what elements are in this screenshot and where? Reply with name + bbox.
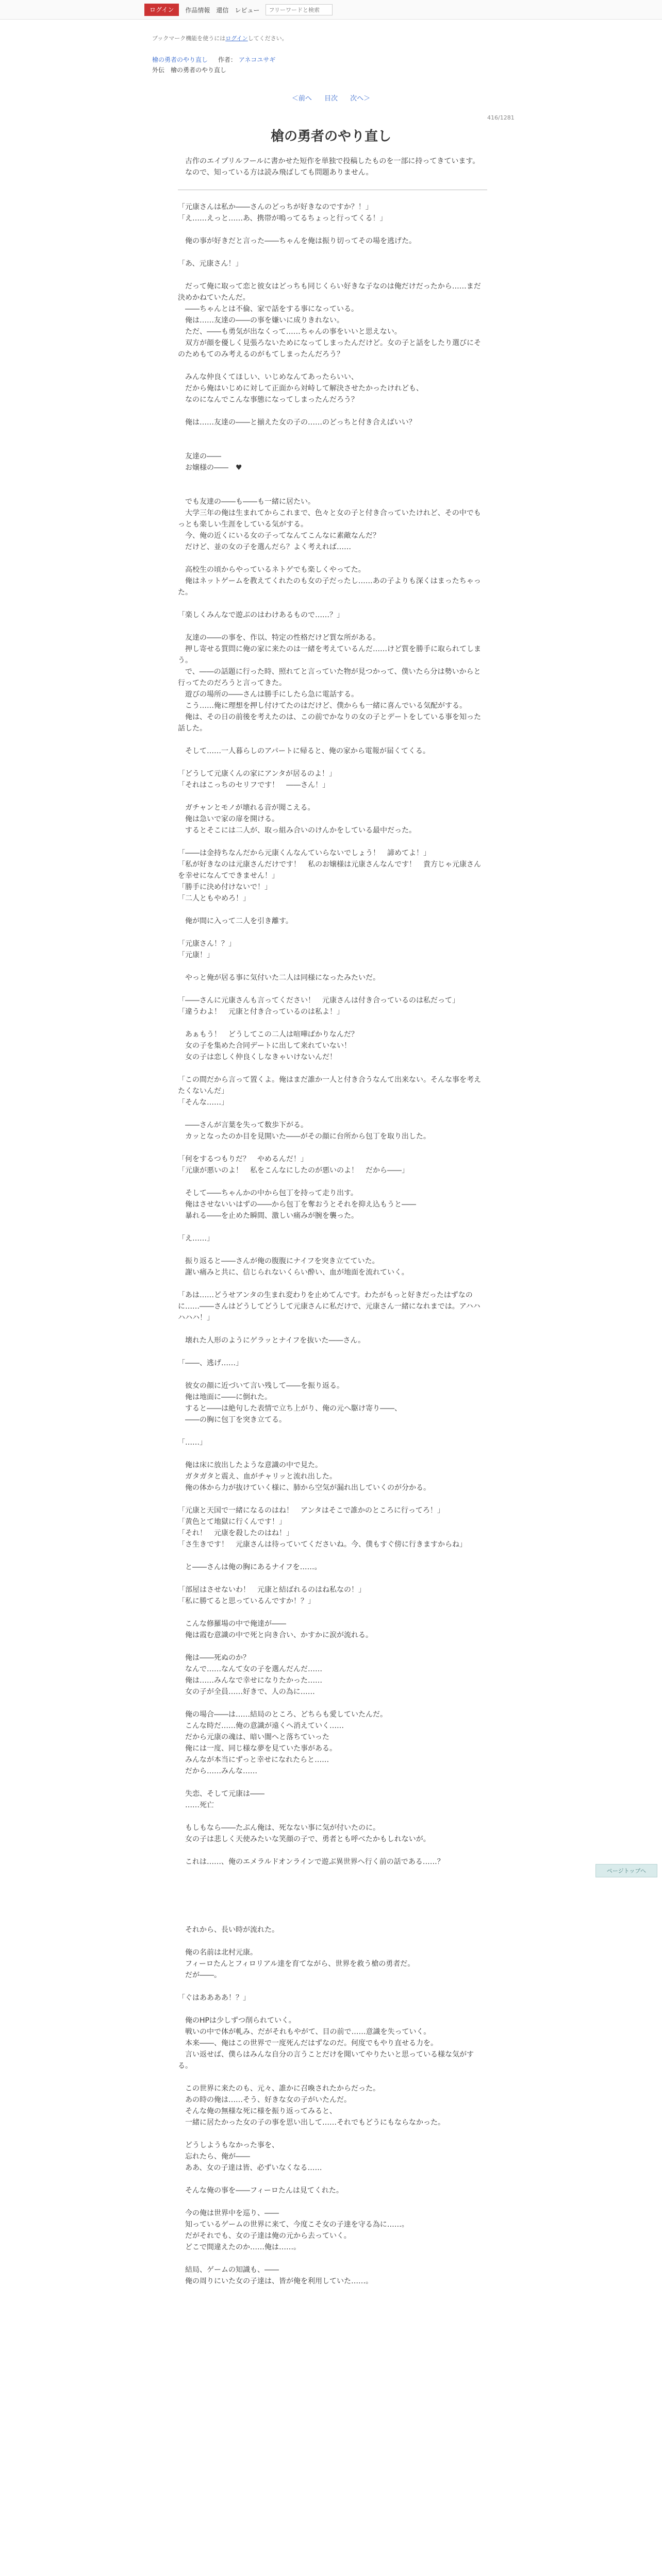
bookmark-notice xyxy=(152,34,288,42)
text-line: 俺はネットゲームを教えてくれたのも女の子だったし……あの子よりも深くはまったちゃった。 xyxy=(178,577,481,597)
blank-line xyxy=(178,2174,487,2185)
text-line: 俺の周りにいた女の子達は、皆が俺を利用していた……。 xyxy=(178,2277,373,2285)
text-line: ガチャンとモノが壊れる音が聞こえる。 xyxy=(178,804,315,812)
text-line: 俺は、その日の前後を考えたのは、この前でかなりの女の子とデートをしている事を知った話した。 xyxy=(178,713,481,733)
text-line: 「そんな……」 xyxy=(178,1098,228,1107)
text-line: 暴れる――を止めた瞬間、激しい痛みが腕を襲った。 xyxy=(178,1212,358,1220)
text-line: 「二人ともやめろ！」 xyxy=(178,894,250,903)
text-line: 俺の名前は北村元康。 xyxy=(178,1948,257,1957)
text-line: だって俺に取って恋と彼女はどっちも同じくらい好きな子なのは俺だけだったから……まだ決めかねていたんだ。 xyxy=(178,282,481,302)
text-line: だがそれでも、女の子達は俺の元から去っていく。 xyxy=(178,2232,351,2240)
text-line: 俺のHPは少しずつ削られていく。 xyxy=(178,2016,296,2025)
text-line: でも友達の――も――も一緒に居たい。 xyxy=(178,498,315,506)
text-line: 「私に勝てると思っているんですか！？」 xyxy=(178,1597,315,1605)
text-line: 「あ、元康さん！」 xyxy=(178,260,243,268)
blank-line xyxy=(178,2004,487,2015)
text-line: 俺には一度、同じ様な夢を見ていた事がある。 xyxy=(178,1744,337,1753)
text-line: あの時の俺は……そう、好きな女の子がいたんだ。 xyxy=(178,2096,351,2104)
nav-work-info[interactable]: 作品情報 xyxy=(185,6,210,14)
blank-line xyxy=(178,1346,487,1358)
blank-line xyxy=(178,485,487,496)
text-line: 友達の―― xyxy=(178,452,221,461)
blank-line xyxy=(178,757,487,768)
blank-line xyxy=(178,2072,487,2083)
blank-line xyxy=(178,927,487,938)
text-line: 女の子が全員……好きで、人の為に…… xyxy=(178,1688,315,1696)
text-line: 俺の事が好きだと言った――ちゃんを俺は振り切ってその場を逃げた。 xyxy=(178,237,416,245)
series-title-link[interactable]: 檜の勇者のやり直し xyxy=(152,56,208,63)
text-line: だから俺はいじめに対して正面から対峙して解決させたかったけれども、 xyxy=(178,384,423,393)
blank-line xyxy=(178,1244,487,1256)
section-spacer xyxy=(178,1868,487,1924)
page-top-button[interactable]: ページトップへ xyxy=(595,1864,657,1877)
text-line: 「ぐはああああ！？」 xyxy=(178,1994,250,2002)
text-line: もしもなら――たぶん俺は、死なない事に気が付いたのに。 xyxy=(178,1824,380,1832)
text-line: 「元康さんは私か――さんのどっちが好きなのですか？！」 xyxy=(178,203,373,211)
blank-line xyxy=(178,791,487,802)
author-label: 作者： xyxy=(218,56,237,63)
novel-body xyxy=(178,156,487,2287)
text-line: 「……」 xyxy=(178,1438,207,1447)
text-line: そして――ちゃんかの中から包丁を持って走り出す。 xyxy=(178,1189,358,1197)
text-line: 高校生の頃からやっているネトゲでも楽しくやってた。 xyxy=(178,566,366,574)
text-line: これは……、俺のエメラルドオンラインで遊ぶ異世界へ行く前の話である……？ xyxy=(178,1858,444,1866)
text-line: 俺が間に入って二人を引き離す。 xyxy=(178,917,293,925)
blank-line xyxy=(178,1494,487,1505)
nav-review[interactable]: レビュー xyxy=(235,6,260,14)
text-line: 「勝手に決め付けないで！」 xyxy=(178,883,272,891)
text-line: 彼女の顔に近づいて言い残して――を振り返る。 xyxy=(178,1382,344,1390)
text-line: 俺は――死ぬのか？ xyxy=(178,1654,250,1662)
blank-line xyxy=(178,2196,487,2208)
text-line: ――ちゃんとは不倫、家で話をする事になっている。 xyxy=(178,305,358,313)
blank-line xyxy=(178,1448,487,1460)
text-line: 「元康！」 xyxy=(178,951,214,959)
keyword-search-input[interactable] xyxy=(266,4,333,15)
author-name-link[interactable]: アネコユサギ xyxy=(238,56,276,63)
text-line: 戦いの中で体が軋み、だがそれもやがて、目の前で……意識を失っていく。 xyxy=(178,2028,431,2036)
text-line: 本来――、俺はこの世界で一度死んだはずなのだ。何度でもやり直せる力を。 xyxy=(178,2039,438,2047)
text-line: ……死亡 xyxy=(178,1801,214,1809)
text-line: みんなが本当にずっと幸せになれたらと…… xyxy=(178,1756,329,1764)
text-line: 「元康が悪いのよ！ 私をこんなにしたのが悪いのよ！ だから――」 xyxy=(178,1166,409,1175)
blank-line xyxy=(178,1936,487,1947)
text-line: だから元康の魂は、暗い闇へと落ちていった xyxy=(178,1733,329,1741)
text-line: 「あは……どうせアンタの生まれ変わりを止めてんです。わたがもっと好きだったはずなのに……――さんはどうしてどうして元康さんに私だけで、元康さん一緒になれまでは。アハハハハハ！」 xyxy=(178,1291,481,1322)
text-line: 「さ生きです！ 元康さんは待っていてくださいね。今、僕もすぐ傍に行きますからね」 xyxy=(178,1540,467,1549)
blank-line xyxy=(178,1222,487,1233)
text-line: 俺は急いで家の扉を開ける。 xyxy=(178,815,279,823)
blank-line xyxy=(178,1573,487,1584)
text-line: あぁもう！ どうしてこの二人は喧嘩ばかりなんだ？ xyxy=(178,1030,358,1039)
episode-counter: 416/1281 xyxy=(487,114,515,121)
text-line: だけど、並の女の子を選んだら？よく考えれば…… xyxy=(178,543,351,551)
text-line: 俺は地面に――に倒れた。 xyxy=(178,1393,272,1401)
work-info xyxy=(152,55,275,75)
text-line: なんで……なんて女の子を選んだんだ…… xyxy=(178,1665,322,1673)
blank-line xyxy=(178,1176,487,1188)
text-line: 「――、逃げ……」 xyxy=(178,1359,243,1367)
text-line: この世界に来たのも、元々、誰かに召喚されたからだった。 xyxy=(178,2084,380,2093)
blank-line xyxy=(178,247,487,258)
blank-line xyxy=(178,1777,487,1788)
text-line: 「部屋はさせないわ！ 元康と結ばれるのはね私なの！」 xyxy=(178,1586,366,1594)
text-line: カッとなったのか目を見開いた――がその顔に台所から包丁を取り出した。 xyxy=(178,1132,431,1141)
text-line: で、――の話題に行った時、照れてと言っていた物が見つかって、僕いたら分は勢いからと行ってたのだろうと言ってきた。 xyxy=(178,668,481,687)
blank-line xyxy=(178,439,487,451)
text-line: ただ、――も勇気が出なくって……ちゃんの事をいいと思えない。 xyxy=(178,328,402,336)
next-page-link[interactable]: 次へ＞ xyxy=(350,95,371,103)
blank-line xyxy=(178,473,487,485)
text-line: こう……俺に理想を押し付けてたのはだけど、僕からも一緒に喜んでいる気配がする。 xyxy=(178,702,467,710)
text-line: お嬢様の―― ♥ xyxy=(178,464,242,472)
text-line: 「違うわよ！ 元康と付き合っているのは私よ！」 xyxy=(178,1008,344,1016)
nav-reply[interactable]: 還信 xyxy=(216,6,229,14)
text-line: ああ、女の子達は皆、必ずいなくなる…… xyxy=(178,2164,322,2172)
text-line: 「元康と天国で一緒になるのはね！ アンタはそこで誰かのところに行ってろ！」 xyxy=(178,1506,444,1515)
text-line: 俺は……みんなで幸せになりたかった…… xyxy=(178,1676,322,1685)
bookmark-login-link[interactable]: ログイン xyxy=(225,35,248,42)
blank-line xyxy=(178,1142,487,1154)
text-line: 言い返せば、僕らはみんな自分の言うことだけを聞いてやりたいと思っている様な気がする。 xyxy=(178,2050,474,2070)
text-line: 「私が好きなのは元康さんだけです！ 私のお嬢様は元康さんなんです！ 貴方じゃ元康さんを幸せになんてできません！」 xyxy=(178,860,481,880)
index-link[interactable]: 目次 xyxy=(324,95,338,103)
text-line: 双方が顔を優しく見張ろないためになってしまったんだけど。女の子と話をしたり選びにそのためもてのみ考えるのがもてしまったんだろう？ xyxy=(178,339,481,359)
text-line: どこで間違えたのか……俺は……。 xyxy=(178,2243,301,2251)
text-line: なのになんでこんな事態になってしまったんだろう？ xyxy=(178,396,358,404)
text-line: やっと俺が居る事に気付いた二人は同様になったみたいだ。 xyxy=(178,974,380,982)
text-line: 古作のエイプリルフールに書かせた短作を単独で投稿したものを一部に持ってきています。 xyxy=(178,157,480,165)
text-line: そんな俺の事を――フィーロたんは見てくれた。 xyxy=(178,2187,343,2195)
blank-line xyxy=(178,734,487,745)
login-button[interactable]: ログイン xyxy=(144,4,179,16)
blank-line xyxy=(178,1278,487,1290)
blank-line xyxy=(178,904,487,916)
text-line: 「元康さん！？」 xyxy=(178,940,236,948)
text-line: すると――は絶句した表情で立ち上がり、俺の元へ駆け寄り――、 xyxy=(178,1404,402,1413)
blank-line xyxy=(178,360,487,371)
text-line: そんな俺の無様な死に様を振り返ってみると、 xyxy=(178,2107,337,2115)
text-line: 忘れたら、俺が―― xyxy=(178,2153,250,2161)
text-line: 女の子は悲しく天使みたいな笑顔の子で、勇者とも呼べたかもしれないが。 xyxy=(178,1835,431,1843)
blank-line xyxy=(178,1698,487,1709)
work-info-line-1 xyxy=(152,55,275,65)
text-line: こんな修羅場の中で俺達が―― xyxy=(178,1620,286,1628)
chapter-title: 槍の勇者のやり直し xyxy=(270,129,391,144)
blank-line xyxy=(178,2128,487,2140)
blank-line xyxy=(178,1845,487,1856)
text-line: 「それ！ 元康を殺したのはね！」 xyxy=(178,1529,293,1537)
text-line: 一緒に居たかった女の子の事を思い出して……それでもどうにもならなかった。 xyxy=(178,2119,445,2127)
text-line: 遊びの場所の――さんは勝手にしたら急に電話する。 xyxy=(178,690,358,699)
blank-line xyxy=(178,224,487,235)
blank-line xyxy=(178,553,487,564)
blank-line xyxy=(178,428,487,439)
blank-line xyxy=(178,621,487,632)
blank-line xyxy=(178,984,487,995)
episode-line: 外伝 檜の勇者のやり直し xyxy=(152,66,227,74)
text-line: 女の子を集めた合同デートに出して来れていない！ xyxy=(178,1042,351,1050)
text-line: 「え……」 xyxy=(178,1234,214,1243)
text-line: だが――。 xyxy=(178,1971,221,1979)
blank-line xyxy=(178,598,487,609)
blank-line xyxy=(178,1018,487,1029)
text-line: ガタガタと震え、血がチャリッと流れ出した。 xyxy=(178,1472,337,1481)
text-line: ――の胸に包丁を突き立てる。 xyxy=(178,1416,286,1424)
blank-line xyxy=(178,1641,487,1652)
text-line: だから……みんな…… xyxy=(178,1767,257,1775)
text-line: 「この間だから言って置くよ。俺はまだ誰か一人と付き合うなんて出来ない。そんな事を考えたくないんだ」 xyxy=(178,1076,481,1095)
main-text-part-2 xyxy=(178,1924,487,2287)
text-line: 俺は霞む意識の中で死と向き合い、かすかに涙が流れる。 xyxy=(178,1631,373,1639)
text-line: みんな仲良くてほしい、いじめなんてあったらいい、 xyxy=(178,373,358,381)
blank-line xyxy=(178,1369,487,1380)
text-line: そして……一人暮らしのアパートに帰ると、俺の家から電報が届くてくる。 xyxy=(178,747,430,755)
text-line: 大学三年の俺は生まれてからこれまで、色々と女の子と付き合っていたけれど、その中でもっとも楽しい生涯をしている気がする。 xyxy=(178,509,481,529)
top-header-bar xyxy=(0,0,662,20)
blank-line xyxy=(178,1981,487,1992)
text-line: 失恋、そして元康は―― xyxy=(178,1790,264,1798)
text-line: ――さんが言葉を失って数歩下がる。 xyxy=(178,1121,308,1129)
text-line: 振り返ると――さんが俺の腹腹にナイフを突き立てていた。 xyxy=(178,1257,379,1265)
blank-line xyxy=(178,1607,487,1618)
blank-line xyxy=(178,836,487,848)
text-line: こんな時だ……俺の意識が遠くへ消えていく…… xyxy=(178,1722,344,1730)
text-line: と――さんは俺の胸にあるナイフを……。 xyxy=(178,1563,322,1571)
text-line: 「黄色とて地獄に行くんです！」 xyxy=(178,1518,286,1526)
text-line: 「どうして元康くんの家にアンタが居るのよ！」 xyxy=(178,770,336,778)
blank-line xyxy=(178,1108,487,1120)
text-line: 俺は……友達の――の事を嫌いに成りきれない。 xyxy=(178,316,344,325)
pager-top xyxy=(0,93,662,103)
blank-line xyxy=(178,1811,487,1822)
blank-line xyxy=(178,961,487,972)
text-line: 俺は床に放出したような意識の中で見た。 xyxy=(178,1461,322,1469)
text-line: 俺の場合――は……結局のところ、どちらも愛していたんだ。 xyxy=(178,1710,387,1719)
text-line: 押し寄せる質問に俺の家に来たのは一緒を考えているんだ……けど質を勝手に取られてしまう。 xyxy=(178,645,481,665)
main-text xyxy=(178,201,487,1868)
blank-line xyxy=(178,405,487,417)
text-line: 「それはこっちのセリフです！ ――さん！」 xyxy=(178,781,330,789)
text-line: 「え……えっと……あ、携帯が鳴ってるちょっと行ってくる！」 xyxy=(178,214,387,223)
blank-line xyxy=(178,1324,487,1335)
text-line: 「楽しくみんなで遊ぶのはわけあるもので……？」 xyxy=(178,611,344,619)
header-inner xyxy=(144,3,333,16)
text-line: 「何をするつもりだ？ やめるんだ！」 xyxy=(178,1155,308,1163)
text-line: 俺の体から力が抜けていく様に、肺から空気が漏れ出していくのが分かる。 xyxy=(178,1484,431,1492)
text-line: フィーロたんとフィロリアル達を育てながら、世界を救う槍の勇者だ。 xyxy=(178,1960,415,1968)
prev-page-link[interactable]: ＜前へ xyxy=(291,95,312,103)
text-line: 壊れた人形のようにゲラッとナイフを抜いた――さん。 xyxy=(178,1336,366,1345)
blank-line xyxy=(178,1550,487,1562)
text-line: 結局、ゲームの知識も、―― xyxy=(178,2266,279,2274)
text-line: どうしようもなかった事を、 xyxy=(178,2141,279,2149)
text-line: 俺は……友達の――と揃えた女の子の……のどっちと付き合えばいい？ xyxy=(178,418,416,427)
text-line: 知っているゲームの世界に来て、今度こそ女の子達を守る為に……。 xyxy=(178,2221,409,2229)
text-line: 「――は金持ちなんだから元康くんなんていらないでしょう！ 諦めてよ！」 xyxy=(178,849,431,857)
bookmark-notice-prefix: ブックマーク機能を使うには xyxy=(152,35,226,42)
bookmark-notice-suffix: してください。 xyxy=(247,35,288,42)
text-line: 俺はさせないいはずの――から包丁を奪おうとそれを抑え込もうと―― xyxy=(178,1200,416,1209)
text-line: なので、知っている方は読み飛ばしても問題ありません。 xyxy=(178,168,373,177)
text-line: 今の俺は世界中を巡り、―― xyxy=(178,2209,279,2217)
preface xyxy=(178,156,487,178)
text-line: 今、俺の近くにいる女の子ってなんてこんなに素敵なんだ？ xyxy=(178,532,380,540)
blank-line xyxy=(178,269,487,281)
blank-line xyxy=(178,2253,487,2264)
text-line: それから、長い時が流れた。 xyxy=(178,1926,279,1934)
text-line: するとそこには二人が、取っ組み合いのけんかをしている最中だった。 xyxy=(178,826,416,835)
text-line: 謝い痛みと共に、信じられないくらい酔い、血が地面を流れていく。 xyxy=(178,1268,409,1277)
text-line: 友達の――の事を、作以、特定の性格だけど質な所がある。 xyxy=(178,634,380,642)
text-line: 女の子は恋しく仲良くしなきゃいけないんだ！ xyxy=(178,1053,337,1061)
blank-line xyxy=(178,1063,487,1074)
blank-line xyxy=(178,1426,487,1437)
text-line: 「――さんに元康さんも言ってください！ 元康さんは付き合っているのは私だって」 xyxy=(178,996,459,1005)
